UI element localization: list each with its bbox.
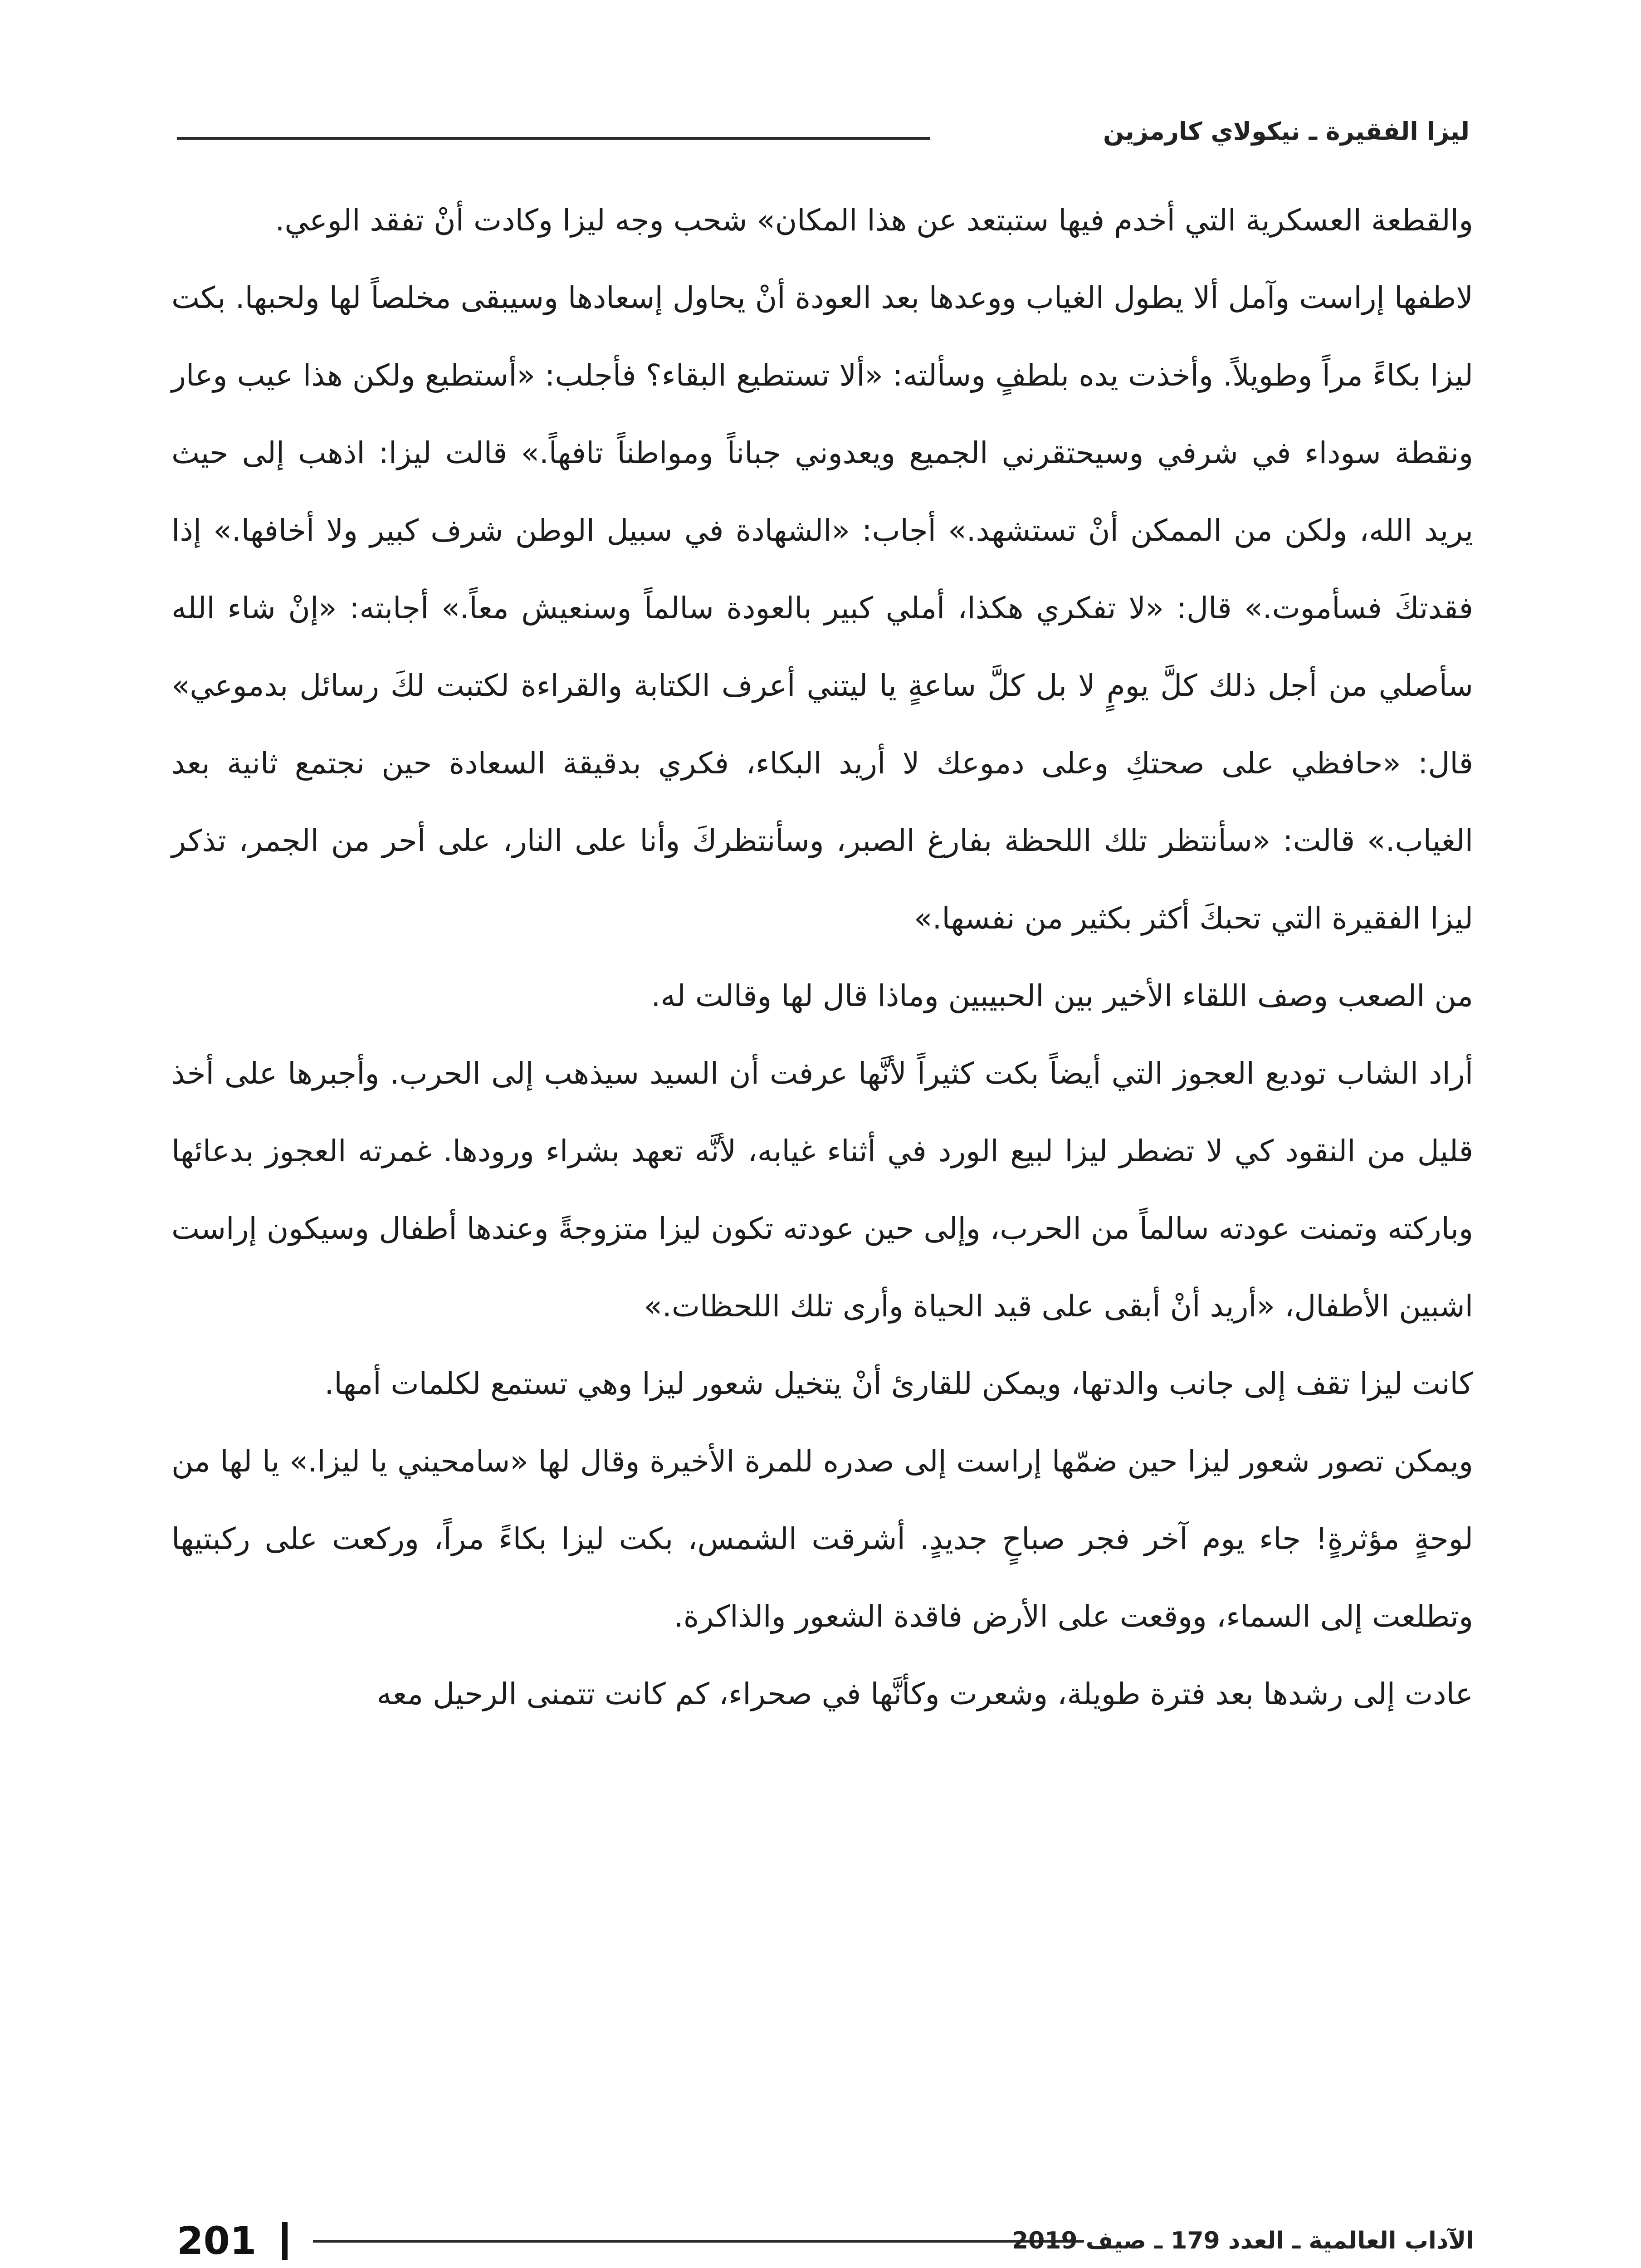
running-footer [177,2214,1474,2268]
page-number: 201 [177,2219,257,2263]
header-rule [177,137,930,140]
paragraph-6: ويمكن تصور شعور ليزا حين ضمّها إراست إلى صدره للمرة الأخيرة وقال لها «سامحيني يا ليزا.» يا لها من لوحةٍ مؤثرةٍ! جاء يوم آخر فجر صباحٍ جديدٍ. أشرقت الشمس، بكت ليزا بكاءً مراً، وركعت على ركبتيها وتطلعت إلى السماء، ووقعت على الأرض فاقدة الشعور والذاكرة. [171,1444,1473,1634]
paragraph-7: عادت إلى رشدها بعد فترة طويلة، وشعرت وكأنَّها في صحراء، كم كانت تتمنى الرحيل معه [376,1677,1473,1711]
paragraph-5: كانت ليزا تقف إلى جانب والدتها، ويمكن للقارئ أنْ يتخيل شعور ليزا وهي تستمع لكلمات أمها. [324,1366,1473,1401]
paragraph-2: لاطفها إراست وآمل ألا يطول الغياب ووعدها بعد العودة أنْ يحاول إسعادها وسيبقى مخلصاً لها ولحبها. بكت ليزا بكاءً مراً وطويلاً. وأخذت يده بلطفٍ وسألته: «ألا تستطيع البقاء؟ فأجلب: «أستطيع ولكن هذا عيب وعار ونقطة سوداء في شرفي وسيحتقرني الجميع ويعدوني جباناً ومواطناً تافهاً.» قالت ليزا: اذهب إلى حيث يريد الله، ولكن من الممكن أنْ تستشهد.» أجاب: «الشهادة في سبيل الوطن شرف كبير ولا أخافها.» إذا فقدتكَ فسأموت.» قال: «لا تفكري هكذا، أملي كبير بالعودة سالماً وسنعيش معاً.» أجابته: «إنْ شاء الله سأصلي من أجل ذلك كلَّ يومٍ لا بل كلَّ ساعةٍ يا ليتني أعرف الكتابة والقراءة لكتبت لكَ رسائل بدموعي» قال: «حافظي على صحتكِ وعلى دموعك لا أريد البكاء، فكري بدقيقة السعادة حين نجتمع ثانية بعد الغياب.» قالت: «سأنتظر تلك اللحظة بفارغ الصبر، وسأنتظركَ وأنا على النار، على أحر من الجمر، تذكر ليزا الفقيرة التي تحبكَ أكثر بكثير من نفسها.» [171,280,1473,936]
running-header [177,109,1470,159]
footer-rule [313,2240,1084,2243]
journal-issue-line: الآداب العالمية ـ العدد 179 ـ صيف 2019 [1011,2227,1474,2254]
paragraph-1: والقطعة العسكرية التي أخدم فيها ستبتعد عن هذا المكان» شحب وجه ليزا وكادت أنْ تفقد الوعي. [275,203,1473,238]
body-text [171,181,1473,1733]
paragraph-3: من الصعب وصف اللقاء الأخير بين الحبيبين وماذا قال لها وقالت له. [651,978,1473,1013]
paragraph-4: أراد الشاب توديع العجوز التي أيضاً بكت كثيراً لأنَّها عرفت أن السيد سيذهب إلى الحرب. وأجبرها على أخذ قليل من النقود كي لا تضطر ليزا لبيع الورد في أثناء غيابه، لأنَّه تعهد بشراء ورودها. غمرته العجوز بدعائها وباركته وتمنت عودته سالماً من الحرب، وإلى حين عودته تكون ليزا متزوجةً وعندها أطفال وسيكون إراست اشبين الأطفال، «أريد أنْ أبقى على قيد الحياة وأرى تلك اللحظات.» [171,1056,1473,1324]
running-title: ليزا الفقيرة ـ نيكولاي كارمزين [1103,117,1470,146]
page-number-separator [282,2222,288,2260]
